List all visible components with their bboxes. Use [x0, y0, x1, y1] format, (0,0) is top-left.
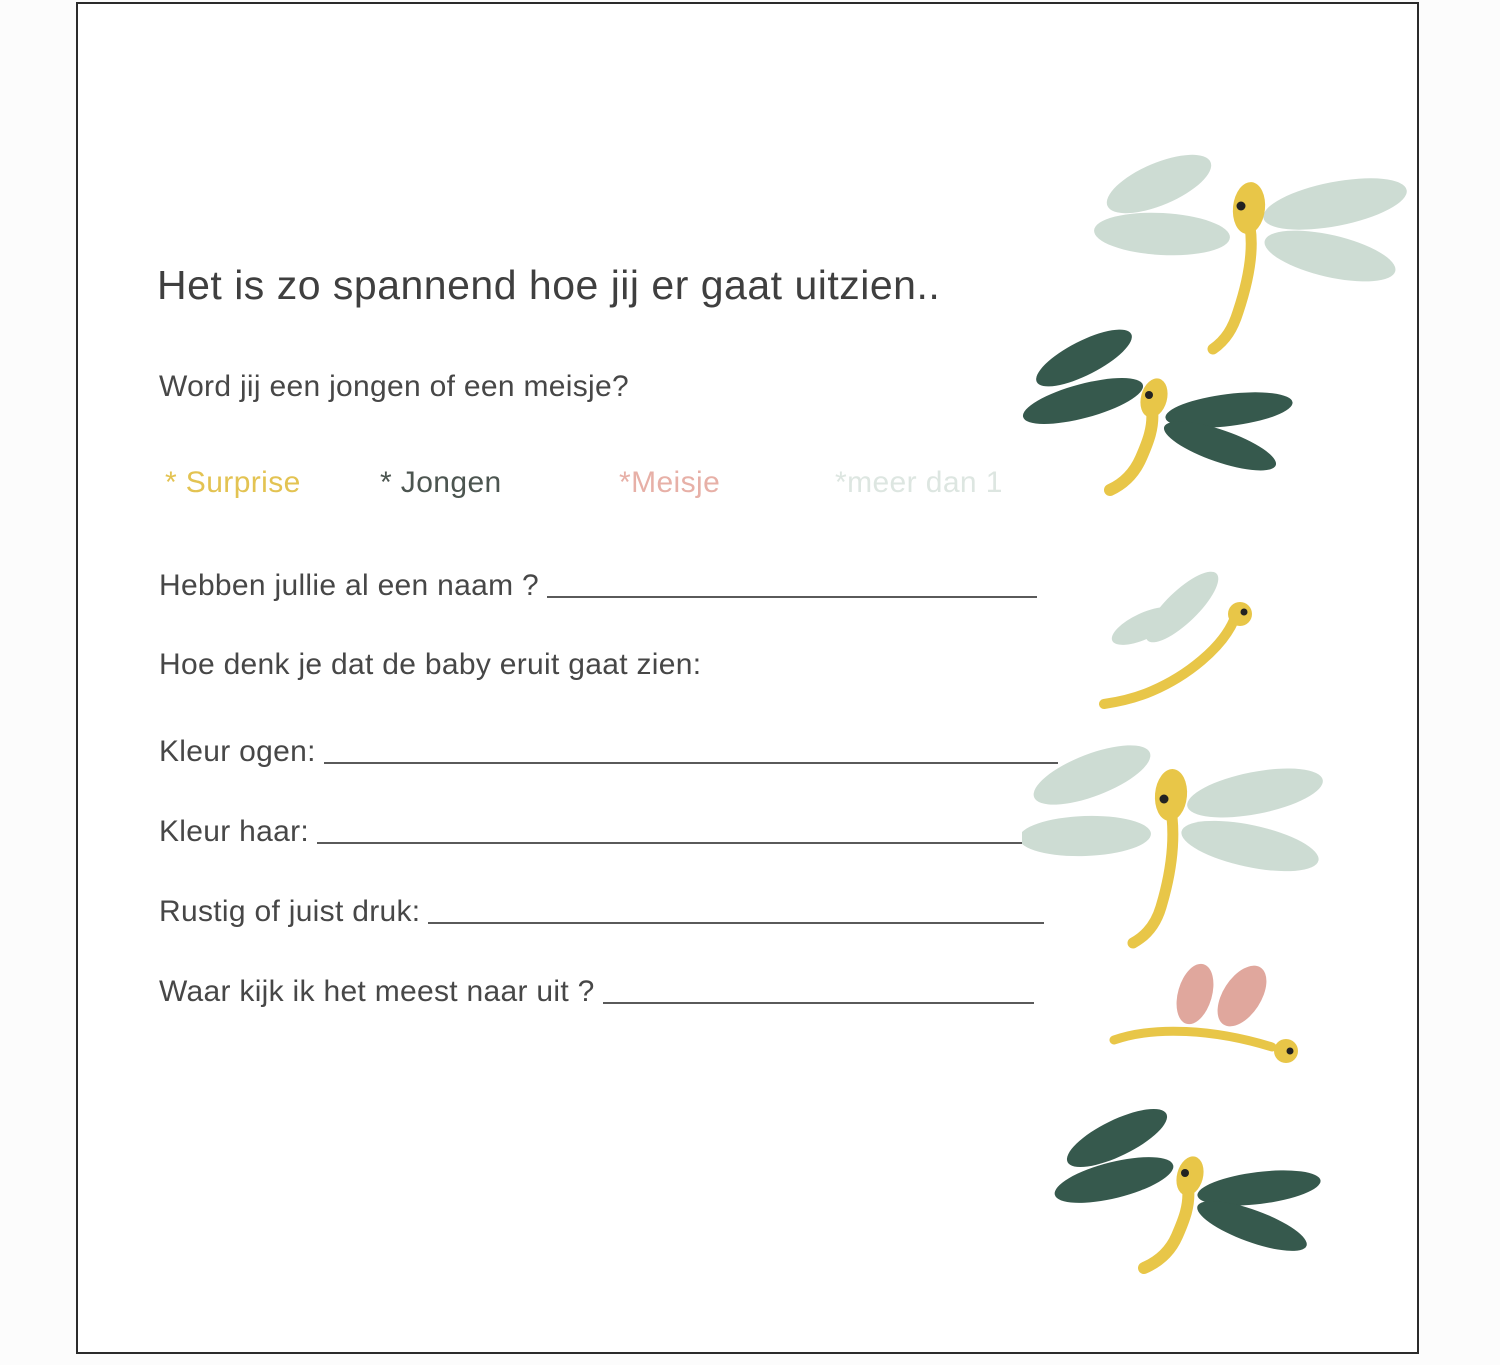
- dragonfly-mint-large-icon: [1022, 722, 1352, 952]
- field-rustig-druk: [159, 892, 1044, 929]
- answer-line-kleur-haar[interactable]: [317, 812, 1054, 844]
- field-kleur-ogen: [159, 732, 1058, 769]
- field-looks-intro: [159, 648, 701, 682]
- dragonfly-mint-side-small-icon: [1082, 552, 1332, 722]
- option-surprise[interactable]: * Surprise: [165, 466, 301, 499]
- answer-line-kleur-ogen[interactable]: [324, 732, 1058, 764]
- answer-line-meest-naar-uit[interactable]: [603, 972, 1034, 1004]
- field-looks-intro-label: Hoe denk je dat de baby eruit gaat zien:: [159, 648, 702, 681]
- option-jongen[interactable]: * Jongen: [380, 466, 502, 499]
- question-gender: Word jij een jongen of een meisje?: [159, 370, 629, 403]
- field-rustig-druk-label: Rustig of juist druk:: [159, 895, 421, 928]
- dragonfly-teal-upper-icon: [1002, 322, 1322, 502]
- page-title: Het is zo spannend hoe jij er gaat uitzien..: [157, 262, 941, 308]
- field-meest-naar-uit-label: Waar kijk ik het meest naar uit ?: [159, 975, 595, 1008]
- page-frame: [76, 2, 1419, 1354]
- dragonfly-teal-bottom-icon: [1032, 1092, 1362, 1312]
- dragonfly-pink-small-icon: [1092, 952, 1332, 1082]
- field-naam: [159, 566, 1037, 603]
- option-meer-dan-1[interactable]: *meer dan 1: [835, 466, 1003, 499]
- option-meisje[interactable]: *Meisje: [619, 466, 721, 499]
- field-kleur-haar-label: Kleur haar:: [159, 815, 310, 848]
- field-kleur-ogen-label: Kleur ogen:: [159, 735, 316, 768]
- field-meest-naar-uit: [159, 972, 1034, 1009]
- answer-line-rustig-druk[interactable]: [428, 892, 1044, 924]
- field-kleur-haar: [159, 812, 1054, 849]
- answer-line-naam[interactable]: [547, 566, 1037, 598]
- field-naam-label: Hebben jullie al een naam ?: [159, 569, 540, 602]
